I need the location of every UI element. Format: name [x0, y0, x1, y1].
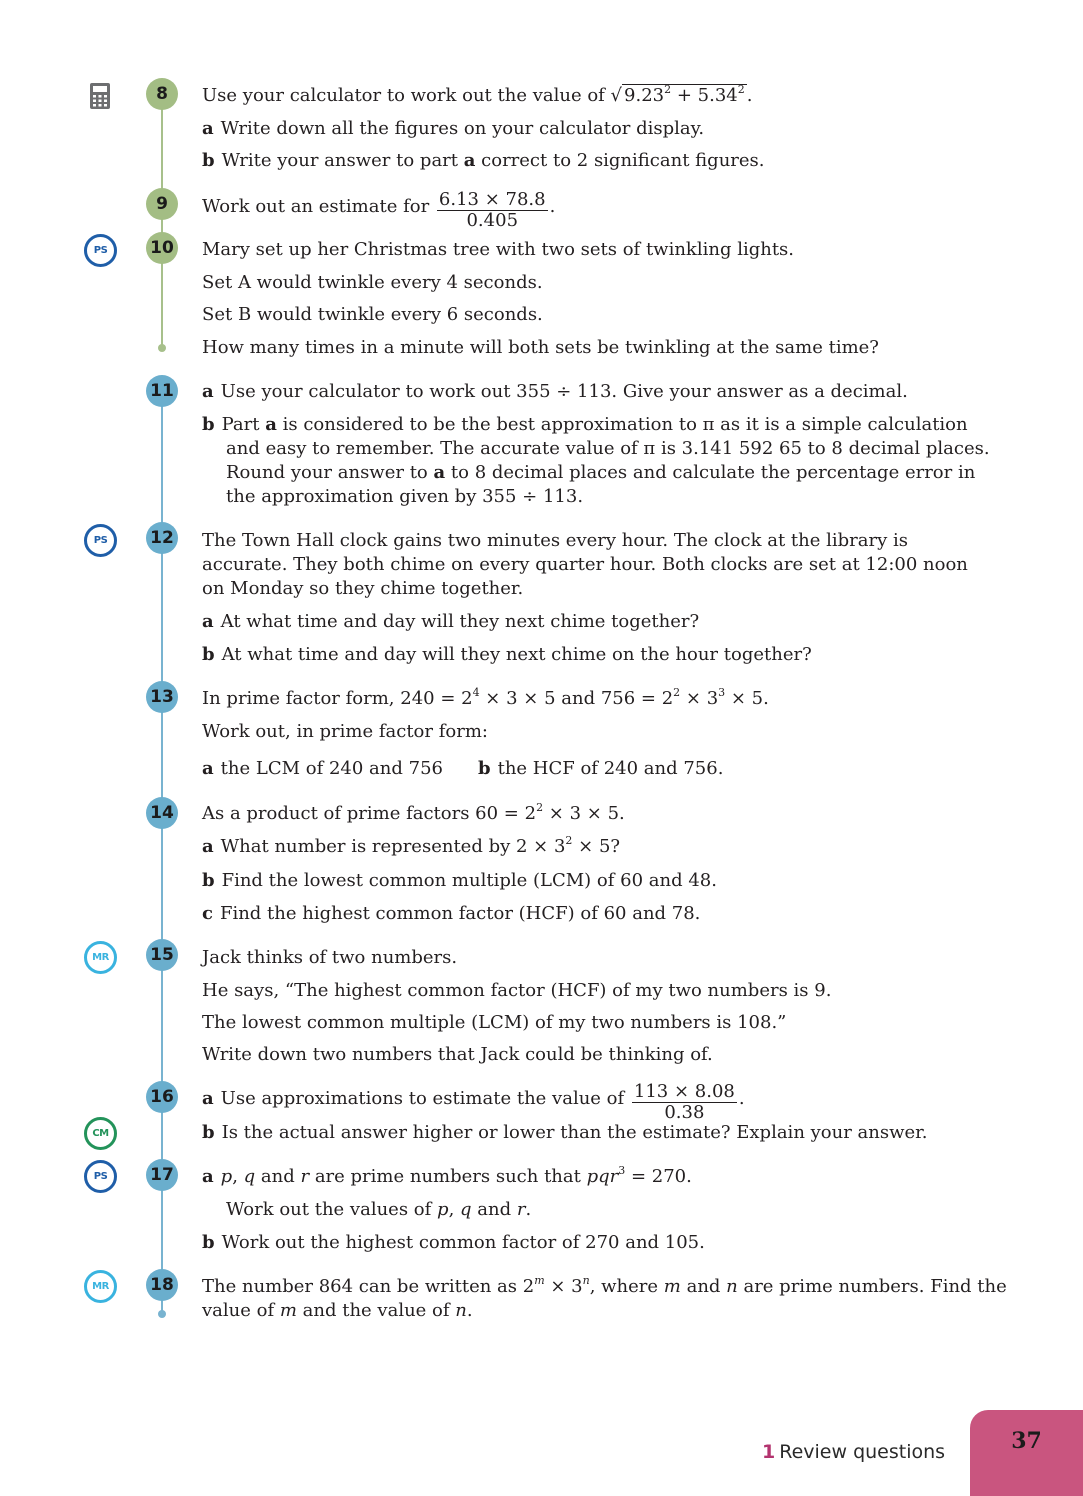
question-text: value of m and the value of n.	[202, 1300, 473, 1321]
question-part: c Find the highest common factor (HCF) of 60 and 78.	[202, 903, 701, 924]
question-text: The Town Hall clock gains two minutes every hour. The clock at the library is	[202, 530, 908, 551]
question-number: 15	[146, 939, 178, 971]
question-text: Write down two numbers that Jack could be thinking of.	[202, 1044, 713, 1065]
question-part: b the HCF of 240 and 756.	[478, 758, 724, 779]
question-number: 9	[146, 188, 178, 220]
question-part: b Write your answer to part a correct to 2 significant figures.	[202, 150, 765, 171]
section-title: Review questions	[779, 1441, 946, 1463]
question-part: b Part a is considered to be the best approximation to π as it is a simple calculation	[202, 414, 968, 435]
question-text: He says, “The highest common factor (HCF) of my two numbers is 9.	[202, 980, 832, 1001]
question-part: a p, q and r are prime numbers such that pqr$^3$ = 270.	[202, 1164, 692, 1187]
question-number: 14	[146, 797, 178, 829]
question-part: a Use your calculator to work out 355 ÷ 113. Give your answer as a decimal.	[202, 381, 908, 402]
question-text: Set A would twinkle every 4 seconds.	[202, 272, 543, 293]
question-text: As a product of prime factors $60 = 2^2 \times 3 \times 5$.	[202, 801, 625, 824]
question-text: Work out, in prime factor form:	[202, 721, 488, 742]
question-text: accurate. They both chime on every quarter hour. Both clocks are set at 12:00 noon	[202, 554, 968, 575]
calculator-icon	[90, 83, 110, 109]
question-text: Jack thinks of two numbers.	[202, 947, 458, 968]
page-number-tab	[970, 1410, 1083, 1496]
question-part-continued: Round your answer to a to 8 decimal places and calculate the percentage error in	[226, 462, 976, 483]
question-text: Set B would twinkle every 6 seconds.	[202, 304, 543, 325]
question-number: 18	[146, 1269, 178, 1301]
question-part: a the LCM of 240 and 756	[202, 758, 443, 779]
question-number: 10	[146, 232, 178, 264]
question-part: b At what time and day will they next chime on the hour together?	[202, 644, 812, 665]
chapter-number: 1	[762, 1441, 776, 1463]
problem-solving-tag: PS	[84, 234, 117, 267]
guide-end-dot	[158, 1310, 166, 1318]
question-part: a At what time and day will they next chime together?	[202, 611, 700, 632]
question-text: How many times in a minute will both sets be twinkling at the same time?	[202, 337, 879, 358]
fraction: $\frac{6.13 \times 78.8}{0.405}$	[438, 189, 546, 231]
mathematical-reasoning-tag: MR	[84, 1270, 117, 1303]
question-part: a Write down all the figures on your calculator display.	[202, 118, 705, 139]
question-text: on Monday so they chime together.	[202, 578, 524, 599]
question-guide-line	[161, 95, 163, 347]
question-number: 16	[146, 1081, 178, 1113]
question-part: b Work out the highest common factor of 270 and 105.	[202, 1232, 705, 1253]
problem-solving-tag: PS	[84, 524, 117, 557]
question-text: Mary set up her Christmas tree with two sets of twinkling lights.	[202, 239, 795, 260]
question-text: The number 864 can be written as $2^m \times 3^n$, where m and n are prime numbers. Find the	[202, 1274, 1007, 1297]
guide-end-dot	[158, 344, 166, 352]
question-number: 12	[146, 522, 178, 554]
question-number: 13	[146, 681, 178, 713]
page-number: 37	[1011, 1428, 1042, 1454]
question-number: 8	[146, 78, 178, 110]
question-part: a What number is represented by $2 \times 3^2 \times 5$?	[202, 834, 621, 857]
question-part: b Is the actual answer higher or lower than the estimate? Explain your answer.	[202, 1122, 928, 1143]
problem-solving-tag: PS	[84, 1160, 117, 1193]
question-text: The lowest common multiple (LCM) of my two numbers is 108.”	[202, 1012, 787, 1033]
running-footer	[762, 1440, 945, 1464]
question-text: Use your calculator to work out the value of √ $9.23^2 + 5.34^2$ .	[202, 83, 753, 106]
question-text: In prime factor form, $240 = 2^4 \times 3 \times 5$ and $756 = 2^2 \times 3^3 \times 5$.	[202, 686, 769, 709]
mathematical-reasoning-tag: MR	[84, 941, 117, 974]
communicating-mathematics-tag: CM	[84, 1117, 117, 1150]
fraction: $\frac{113 \times 8.08}{0.38}$	[633, 1081, 735, 1123]
question-part-continued: Work out the values of p, q and r.	[226, 1199, 532, 1220]
question-text: Work out an estimate for $\frac{6.13 \times 78.8}{0.405}$ .	[202, 189, 556, 231]
square-root: √ $9.23^2 + 5.34^2$	[610, 83, 745, 106]
question-number: 17	[146, 1159, 178, 1191]
question-part: b Find the lowest common multiple (LCM) of 60 and 48.	[202, 870, 717, 891]
question-part-continued: and easy to remember. The accurate value of π is 3.141 592 65 to 8 decimal places.	[226, 438, 990, 459]
question-part-continued: the approximation given by 355 ÷ 113.	[226, 486, 584, 507]
question-number: 11	[146, 375, 178, 407]
question-part: a Use approximations to estimate the value of $\frac{113 \times 8.08}{0.38}$ .	[202, 1081, 745, 1123]
